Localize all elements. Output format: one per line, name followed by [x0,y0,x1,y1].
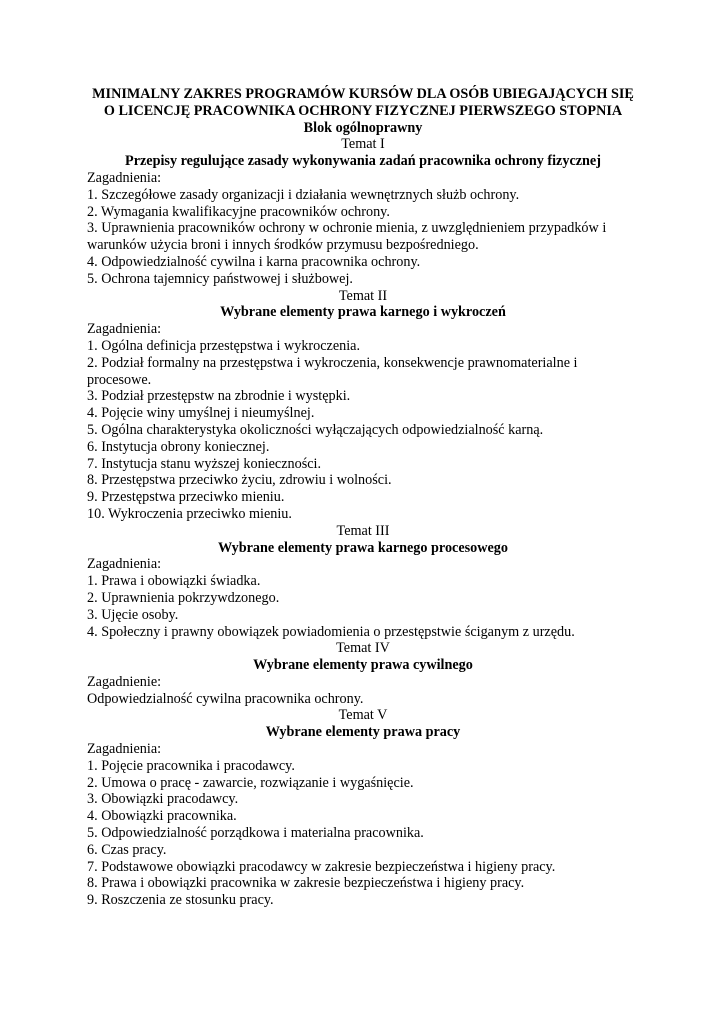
topic-heading: Wybrane elementy prawa pracy [265,724,461,741]
topic-item: 1. Pojęcie pracownika i pracodawcy. [87,757,295,774]
topic-item: 5. Ochrona tajemnicy państwowej i służbowej. [87,270,353,287]
topic-item: 4. Obowiązki pracownika. [87,808,237,825]
topic-item: 4. Pojęcie winy umyślnej i nieumyślnej. [87,405,315,422]
topic-item: 3. Obowiązki pracodawcy. [87,791,239,808]
topic-item: 5. Odpowiedzialność porządkowa i materialna pracownika. [87,825,424,842]
topic-item: 3. Podział przestępstw na zbrodnie i występki. [87,388,351,405]
topic-item: 9. Roszczenia ze stosunku pracy. [87,892,274,909]
topic-item: 9. Przestępstwa przeciwko mieniu. [87,489,285,506]
topic-block [87,136,639,287]
document-page [87,86,639,909]
topic-item: 3. Uprawnienia pracowników ochrony w ochronie mienia, z uwzględnieniem przypadków i warunków użycia broni i innych środków przymusu bezpośredniego. [87,220,607,254]
topic-item: 7. Instytucja stanu wyższej konieczności. [87,455,322,472]
topic-item: 6. Instytucja obrony koniecznej. [87,438,270,455]
topic-item: 4. Odpowiedzialność cywilna i karna pracownika ochrony. [87,253,421,270]
topic-item: 2. Podział formalny na przestępstwa i wykroczenia, konsekwencje prawnomaterialne i procesowe. [87,354,578,388]
topic-item: 2. Umowa o pracę - zawarcie, rozwiązanie i wygaśnięcie. [87,774,414,791]
topic-item: 2. Wymagania kwalifikacyjne pracowników ochrony. [87,203,390,220]
topic-item: 8. Prawa i obowiązki pracownika w zakresie bezpieczeństwa i higieny pracy. [87,875,525,892]
topic-item: 10. Wykroczenia przeciwko mieniu. [87,505,292,522]
topic-label: Temat II [338,287,388,304]
topic-item: Odpowiedzialność cywilna pracownika ochrony. [87,690,364,707]
topic-block [87,640,639,707]
topic-item: 2. Uprawnienia pokrzywdzonego. [87,589,280,606]
topic-intro: Zagadnienia: [87,741,162,758]
topic-item: 1. Szczegółowe zasady organizacji i działania wewnętrznych służb ochrony. [87,186,520,203]
topic-label: Temat III [336,522,390,539]
topic-heading: Przepisy regulujące zasady wykonywania zadań pracownika ochrony fizycznej [125,153,601,170]
topic-label: Temat V [338,707,388,724]
topic-intro: Zagadnienie: [87,673,162,690]
topic-heading: Wybrane elementy prawa karnego procesowego [217,539,508,556]
topic-block [87,288,639,523]
topic-item: 8. Przestępstwa przeciwko życiu, zdrowiu i wolności. [87,472,392,489]
topic-item: 6. Czas pracy. [87,841,167,858]
topic-item: 3. Ujęcie osoby. [87,606,179,623]
topic-block [87,523,639,641]
topic-intro: Zagadnienia: [87,169,162,186]
topic-item: 1. Prawa i obowiązki świadka. [87,573,261,590]
topic-label: Temat I [341,136,385,153]
topic-item: 7. Podstawowe obowiązki pracodawcy w zakresie bezpieczeństwa i higieny pracy. [87,858,556,875]
topic-item: 1. Ogólna definicja przestępstwa i wykroczenia. [87,337,361,354]
topics-container [87,136,639,909]
block-title: Blok ogólnoprawny [303,119,423,136]
topic-heading: Wybrane elementy prawa cywilnego [253,657,473,674]
topic-item: 5. Ogólna charakterystyka okoliczności wyłączających odpowiedzialność karną. [87,421,544,438]
topic-intro: Zagadnienia: [87,321,162,338]
topic-item: 4. Społeczny i prawny obowiązek powiadomienia o przestępstwie ściganym z urzędu. [87,623,575,640]
document-title: MINIMALNY ZAKRES PROGRAMÓW KURSÓW DLA OSÓB UBIEGAJĄCYCH SIĘ O LICENCJĘ PRACOWNIKA OCHRONY FIZYCZNEJ PIERWSZEGO STOPNIA [92,86,634,119]
topic-heading: Wybrane elementy prawa karnego i wykroczeń [220,304,506,321]
topic-label: Temat IV [336,640,390,657]
topic-intro: Zagadnienia: [87,556,162,573]
topic-block [87,707,639,909]
